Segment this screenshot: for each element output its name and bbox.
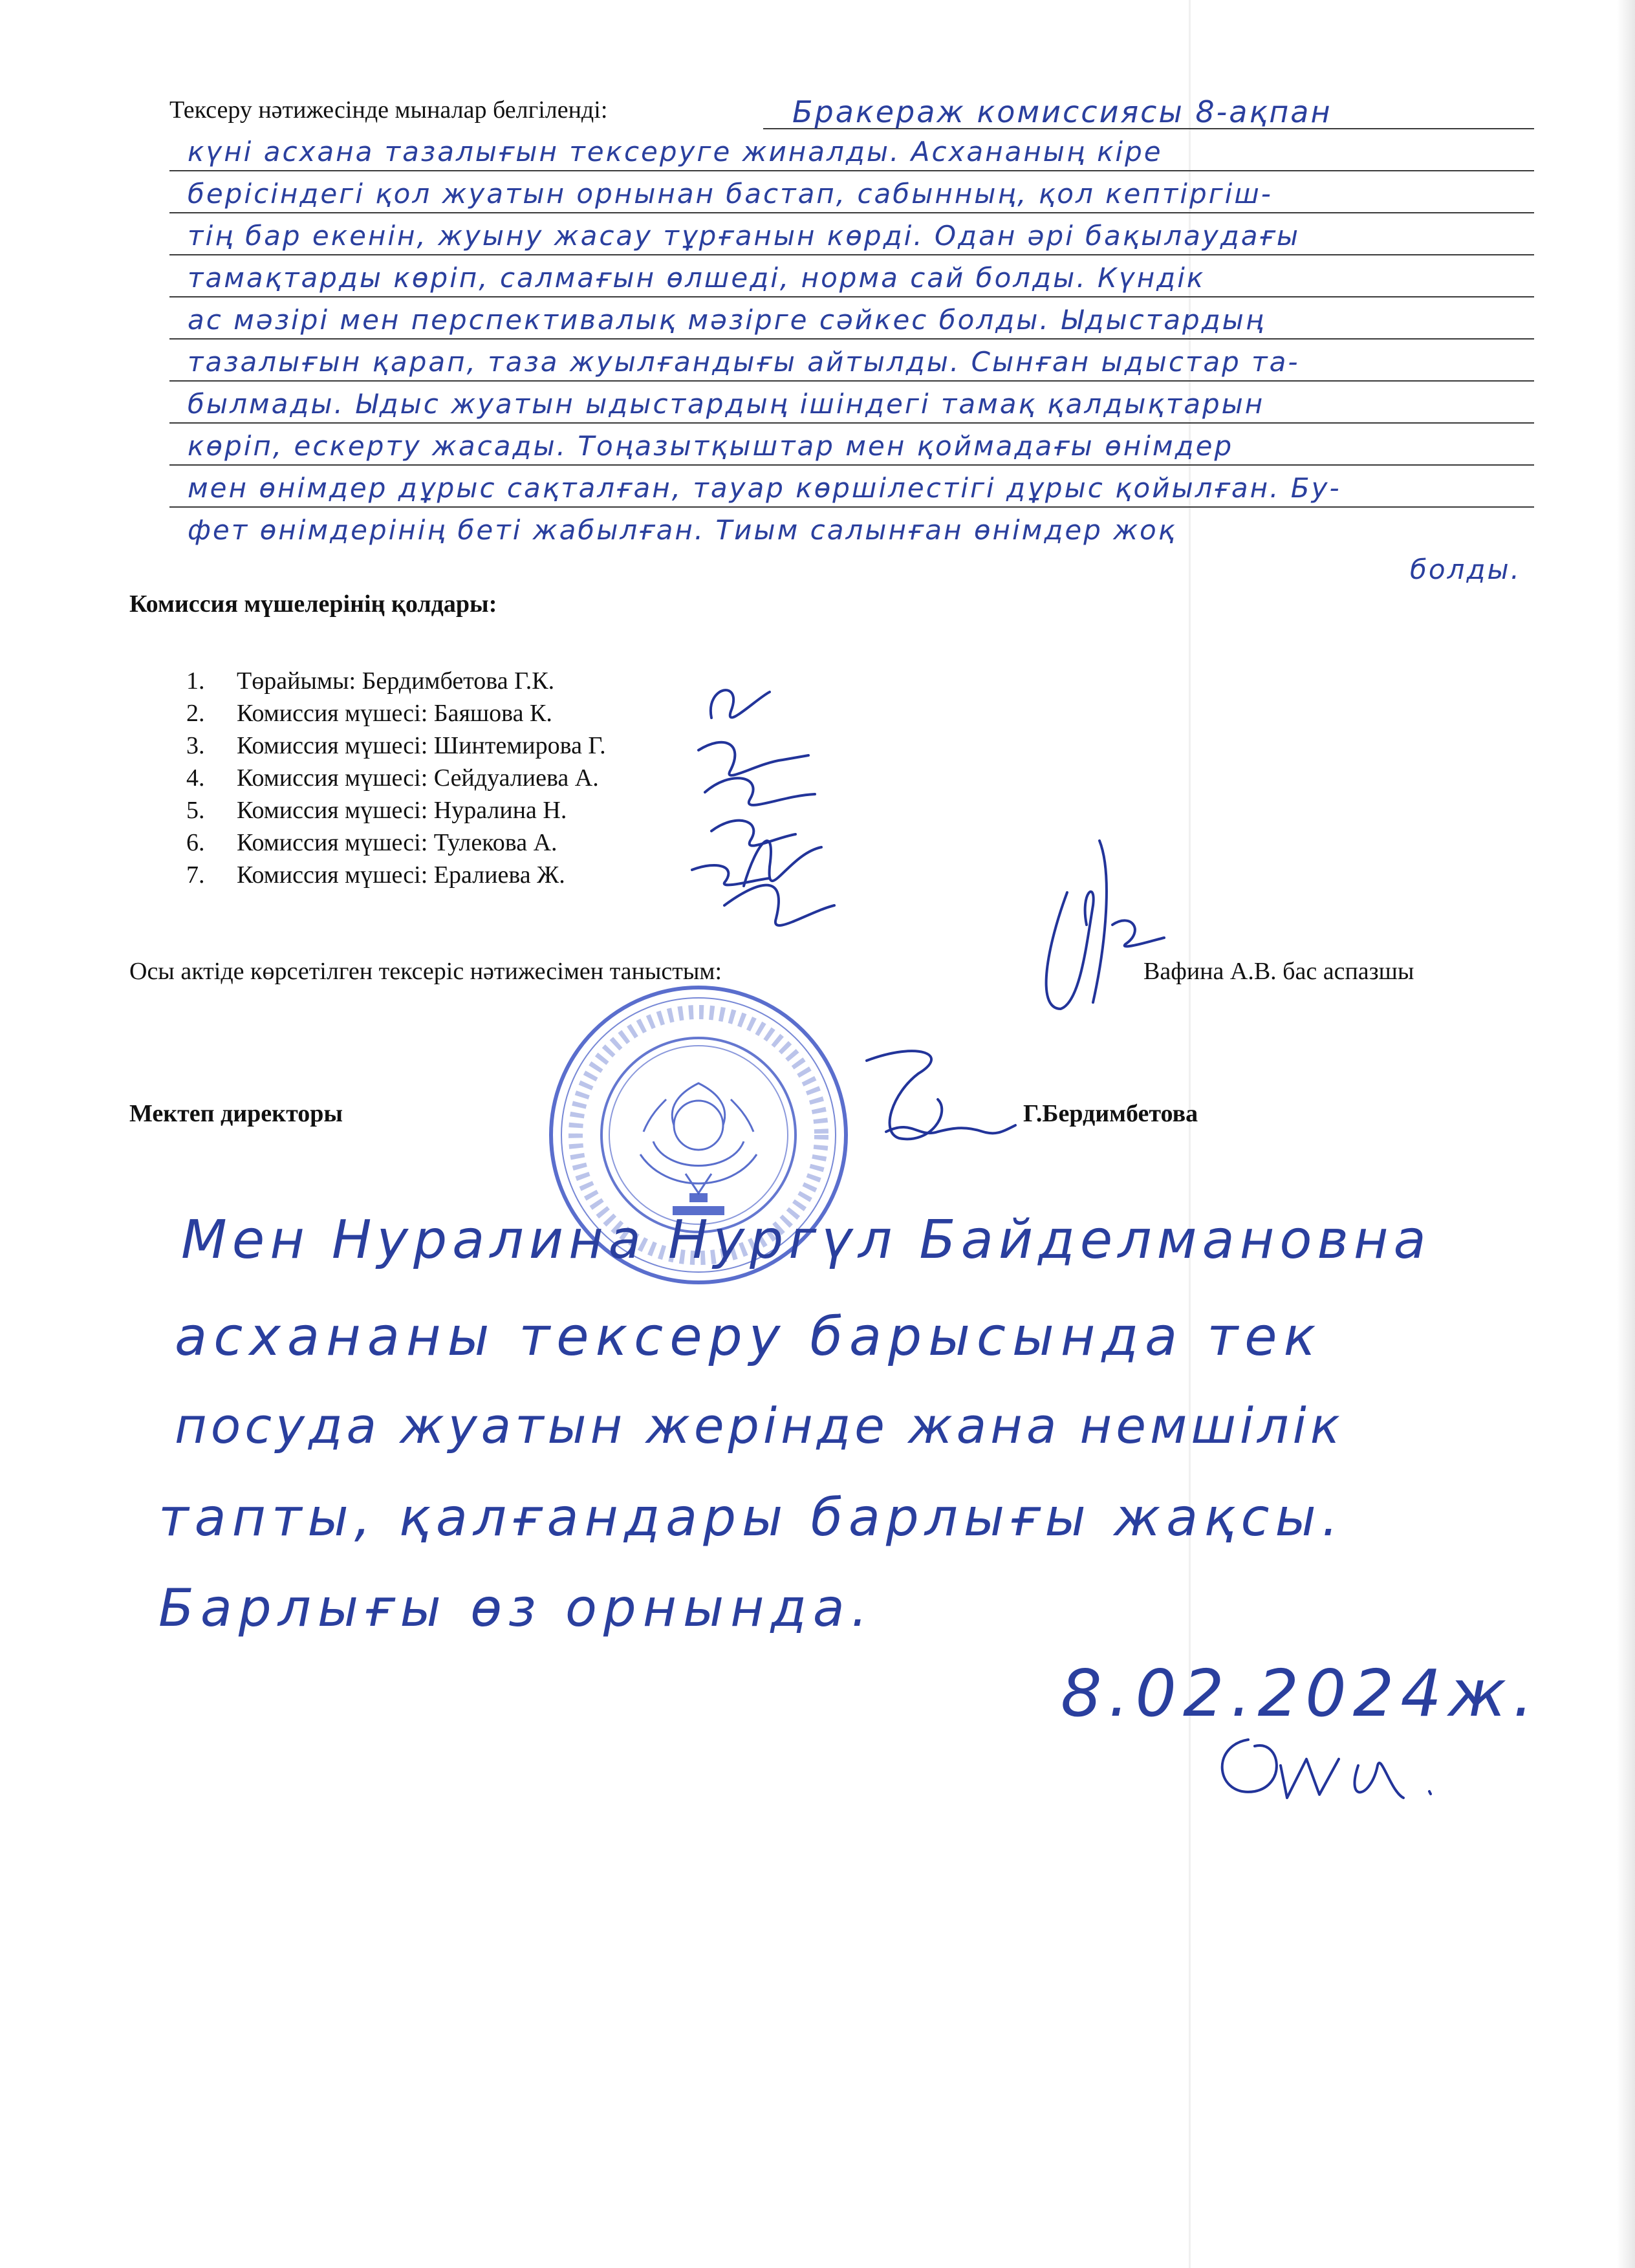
commission-signatures bbox=[686, 673, 854, 944]
director-label: Мектеп директоры bbox=[129, 1100, 343, 1127]
underline bbox=[169, 296, 1534, 297]
member-text: Комиссия мүшесі: Баяшова К. bbox=[237, 700, 552, 727]
handwritten-line: күні асхана тазалығын тексеруге жиналды. Асхананың кіре bbox=[188, 136, 1163, 167]
handwritten-line: тамақтарды көріп, салмағын өлшеді, норма сай болды. Күндік bbox=[188, 262, 1206, 294]
seal-emblem bbox=[640, 1083, 757, 1193]
underline bbox=[169, 506, 1534, 508]
member-text: Комиссия мүшесі: Тулекова А. bbox=[237, 829, 558, 856]
member-text: Төрайымы: Бердимбетова Г.К. bbox=[237, 667, 555, 695]
member-item: 7. Комиссия мүшесі: Ералиева Ж. bbox=[186, 861, 565, 889]
member-item: 4. Комиссия мүшесі: Сейдуалиева А. bbox=[186, 764, 599, 792]
underline bbox=[169, 170, 1534, 171]
chef-signature bbox=[1022, 815, 1171, 1028]
member-item: 2. Комиссия мүшесі: Баяшова К. bbox=[186, 700, 552, 727]
underline bbox=[169, 212, 1534, 213]
commission-member-list bbox=[186, 665, 606, 891]
handwritten-line: ас мәзірі мен перспективалық мәзірге сәйкес болды. Ыдыстардың bbox=[188, 304, 1266, 336]
handwritten-line: Бракераж комиссиясы 8-ақпан bbox=[792, 94, 1332, 129]
underline bbox=[169, 464, 1534, 466]
member-text: Комиссия мүшесі: Нуралина Н. bbox=[237, 797, 567, 824]
member-item: 6. Комиссия мүшесі: Тулекова А. bbox=[186, 829, 558, 856]
underline bbox=[169, 422, 1534, 424]
director-signature bbox=[841, 1035, 1022, 1164]
handwritten-line: тің бар екенін, жуыну жасау тұрғанын көрді. Одан әрі бақылаудағы bbox=[188, 220, 1301, 252]
underline bbox=[169, 254, 1534, 255]
handwritten-date: 8.02.2024ж. bbox=[1061, 1656, 1540, 1731]
commission-heading: Комиссия мүшелерінің қолдары: bbox=[129, 590, 497, 618]
findings-label: Тексеру нәтижесінде мыналар белгіленді: bbox=[169, 96, 608, 124]
handwritten-line: мен өнімдер дұрыс сақталған, тауар көршілестігі дұрыс қойылған. Бу- bbox=[188, 472, 1341, 504]
chef-name: Вафина А.В. бас аспазшы bbox=[1143, 958, 1414, 985]
member-text: Комиссия мүшесі: Шинтемирова Г. bbox=[237, 732, 606, 759]
note-author-signature bbox=[1209, 1720, 1455, 1817]
handwritten-note-line: тапты, қалғандары барлығы жақсы. bbox=[158, 1487, 1345, 1548]
member-item: 3. Комиссия мүшесі: Шинтемирова Г. bbox=[186, 732, 606, 759]
acknowledgement-text: Осы актіде көрсетілген тексеріс нәтижесімен таныстым: bbox=[129, 958, 722, 985]
member-item: 5. Комиссия мүшесі: Нуралина Н. bbox=[186, 797, 567, 824]
underline bbox=[169, 338, 1534, 340]
director-name: Г.Бердимбетова bbox=[1023, 1100, 1198, 1127]
handwritten-line: тазалығын қарап, таза жуылғандығы айтылды. Сынған ыдыстар та- bbox=[188, 346, 1300, 378]
handwritten-line: көріп, ескерту жасады. Тоңазытқыштар мен қоймадағы өнімдер bbox=[188, 430, 1234, 462]
member-item: 1. Төрайымы: Бердимбетова Г.К. bbox=[186, 667, 555, 695]
member-text: Комиссия мүшесі: Сейдуалиева А. bbox=[237, 764, 599, 792]
page-edge-shadow bbox=[1617, 0, 1635, 2268]
handwritten-line: болды. bbox=[1410, 554, 1521, 585]
underline bbox=[169, 380, 1534, 382]
handwritten-line: берісіндегі қол жуатын орнынан бастап, сабынның, қол кептіргіш- bbox=[188, 178, 1273, 210]
handwritten-line: былмады. Ыдыс жуатын ыдыстардың ішіндегі тамақ қалдықтарын bbox=[188, 388, 1265, 420]
handwritten-note-line: Барлығы өз орнында. bbox=[158, 1578, 874, 1638]
member-text: Комиссия мүшесі: Ералиева Ж. bbox=[237, 861, 565, 889]
paper-fold-line bbox=[1189, 0, 1191, 2268]
handwritten-note-line: асхананы тексеру барысында тек bbox=[175, 1306, 1323, 1368]
handwritten-note-line: посуда жуатын жерінде жана немшілік bbox=[175, 1397, 1344, 1454]
handwritten-note-line: Мен Нуралина Нургүл Байделмановна bbox=[181, 1209, 1431, 1271]
handwritten-line: фет өнімдерінің беті жабылған. Тиым салынған өнімдер жоқ bbox=[188, 514, 1177, 546]
